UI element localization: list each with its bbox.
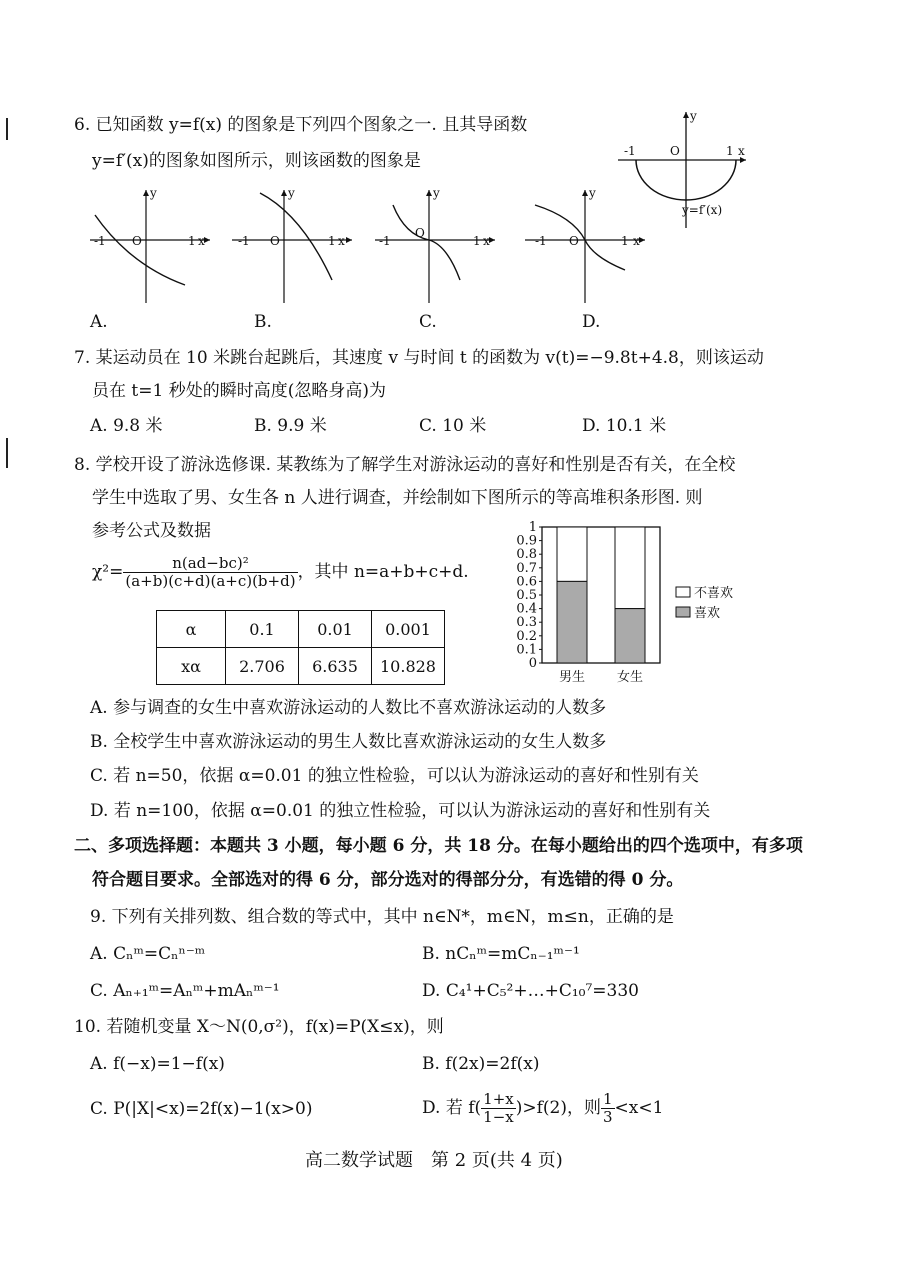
q9-stem: 9. 下列有关排列数、组合数的等式中，其中 n∈N*，m∈N，m≤n，正确的是 [90, 907, 674, 927]
svg-text:y: y [288, 186, 295, 200]
svg-text:O: O [270, 234, 280, 248]
legend-swatch-like [676, 607, 690, 617]
bar-segment-like [615, 609, 645, 663]
section2-instructions: 符合题目要求。全部选对的得 6 分，部分选对的得部分分，有选错的得 0 分。 [92, 870, 684, 890]
svg-text:-1: -1 [535, 234, 547, 248]
q6-stem-line2: y=f′(x)的图象如图所示，则该函数的图象是 [92, 151, 421, 171]
q7-option-b[interactable]: B. 9.9 米 [254, 416, 327, 436]
q8-option-d[interactable]: D. 若 n=100，依据 α=0.01 的独立性检验，可以认为游泳运动的喜好和性别有关 [90, 801, 711, 821]
svg-text:x: x [633, 234, 640, 248]
graph-option-c [375, 185, 500, 305]
y-tick-label: 1 [528, 520, 537, 535]
q9-option-b[interactable]: B. nCₙᵐ=mCₙ₋₁ᵐ⁻¹ [422, 944, 580, 964]
category-label: 女生 [616, 670, 644, 685]
svg-text:y: y [433, 186, 440, 200]
scan-edge-mark [6, 438, 8, 468]
q6-option-c[interactable]: C. [419, 312, 437, 332]
tick-neg1: -1 [624, 144, 636, 158]
q6-stem-line1: 6. 已知函数 y=f(x) 的图象是下列四个图象之一. 且其导函数 [74, 115, 528, 135]
y-tick-label: 0.2 [516, 628, 537, 644]
svg-text:1: 1 [621, 234, 629, 248]
y-tick-label: 0.3 [516, 615, 537, 631]
q10-option-a[interactable]: A. f(−x)=1−f(x) [90, 1054, 225, 1074]
bar-segment-dislike [557, 527, 587, 581]
q8-option-c[interactable]: C. 若 n=50，依据 α=0.01 的独立性检验，可以认为游泳运动的喜好和性别有关 [90, 766, 699, 786]
y-tick-label: 0.1 [516, 642, 537, 658]
page-footer: 高二数学试题 第 2 页(共 4 页) [305, 1150, 563, 1171]
q7-option-c[interactable]: C. 10 米 [419, 416, 487, 436]
q6-option-b[interactable]: B. [254, 312, 272, 332]
q7-option-d[interactable]: D. 10.1 米 [582, 416, 667, 436]
svg-text:1: 1 [328, 234, 336, 248]
q6-option-d[interactable]: D. [582, 312, 601, 332]
bar-segment-dislike [615, 527, 645, 609]
q8-reference-heading: 参考公式及数据 [92, 521, 211, 541]
q10-option-b[interactable]: B. f(2x)=2f(x) [422, 1054, 540, 1074]
y-tick-label: 0.9 [516, 533, 537, 549]
q9-option-a[interactable]: A. Cₙᵐ=Cₙⁿ⁻ᵐ [90, 944, 206, 964]
y-tick-label: 0.6 [516, 574, 537, 590]
svg-text:1: 1 [473, 234, 481, 248]
section2-heading: 二、多项选择题：本题共 3 小题，每小题 6 分，共 18 分。在每小题给出的四个选项中，有多项 [74, 836, 803, 856]
tick-origin: O [670, 144, 680, 158]
axis-y-label: y [690, 109, 697, 123]
graph-option-b [232, 185, 357, 305]
critical-value-table: α 0.1 0.01 0.001 xα 2.706 6.635 10.828 [156, 610, 445, 685]
svg-text:x: x [198, 234, 205, 248]
q6-option-a[interactable]: A. [90, 312, 108, 332]
y-tick-label: 0.5 [516, 588, 537, 603]
y-tick-label: 0.8 [516, 547, 537, 563]
q9-option-c[interactable]: C. Aₙ₊₁ᵐ=Aₙᵐ+mAₙᵐ⁻¹ [90, 981, 280, 1001]
q10-option-d[interactable]: D. 若 f( $\frac{1+x}{1-x}$ )>f(2)，则 $\frac{1}{3}$ <x<1 [422, 1090, 664, 1126]
svg-text:O: O [132, 234, 142, 248]
q8-option-b[interactable]: B. 全校学生中喜欢游泳运动的男生人数比喜欢游泳运动的女生人数多 [90, 732, 607, 752]
legend-label-like: 喜欢 [694, 606, 721, 621]
q8-stem-line2: 学生中选取了男、女生各 n 人进行调查，并绘制如下图所示的等高堆积条形图. 则 [92, 488, 703, 508]
q10-option-c[interactable]: C. P(|X|<x)=2f(x)−1(x>0) [90, 1099, 313, 1119]
legend-label-dislike: 不喜欢 [694, 586, 734, 601]
q7-stem-line2: 员在 t=1 秒处的瞬时高度(忽略身高)为 [92, 381, 386, 401]
svg-text:x: x [338, 234, 345, 248]
svg-text:1: 1 [188, 234, 196, 248]
chi-square-formula: χ²= $\frac{\text{n(ad−bc)²}}{(a+b)(c+d)(a+c)(b+d)}$ ，其中 n=a+b+c+d. [92, 554, 469, 590]
svg-text:y: y [589, 186, 596, 200]
svg-text:O: O [415, 226, 425, 240]
svg-text:-1: -1 [94, 234, 106, 248]
svg-text:x: x [483, 234, 490, 248]
q8-stem-line1: 8. 学校开设了游泳选修课. 某教练为了解学生对游泳运动的喜好和性别是否有关，在全校 [74, 455, 736, 475]
svg-text:O: O [569, 234, 579, 248]
legend-swatch-dislike [676, 587, 690, 597]
scan-edge-mark [6, 118, 8, 140]
q7-option-a[interactable]: A. 9.8 米 [90, 416, 163, 436]
svg-text:-1: -1 [379, 234, 391, 248]
stacked-bar-chart [500, 515, 740, 695]
svg-text:-1: -1 [238, 234, 250, 248]
y-tick-label: 0 [528, 656, 537, 671]
y-tick-label: 0.4 [516, 601, 537, 617]
bar-segment-like [557, 581, 587, 663]
axis-x-label: x [738, 144, 745, 158]
derivative-label: y=f′(x) [682, 203, 723, 217]
graph-option-a [90, 185, 215, 305]
q7-stem-line1: 7. 某运动员在 10 米跳台起跳后，其速度 v 与时间 t 的函数为 v(t)=−9.8t+4.8，则该运动 [74, 348, 764, 368]
category-label: 男生 [558, 670, 586, 685]
q10-stem: 10. 若随机变量 X～N(0,σ²)，f(x)=P(X≤x)，则 [74, 1017, 444, 1037]
graph-option-d [525, 185, 650, 305]
y-tick-label: 0.7 [516, 560, 537, 576]
tick-one: 1 [726, 144, 734, 158]
svg-text:y: y [150, 186, 157, 200]
q9-option-d[interactable]: D. C₄¹+C₅²+…+C₁₀⁷=330 [422, 981, 639, 1001]
q8-option-a[interactable]: A. 参与调查的女生中喜欢游泳运动的人数比不喜欢游泳运动的人数多 [90, 698, 607, 718]
